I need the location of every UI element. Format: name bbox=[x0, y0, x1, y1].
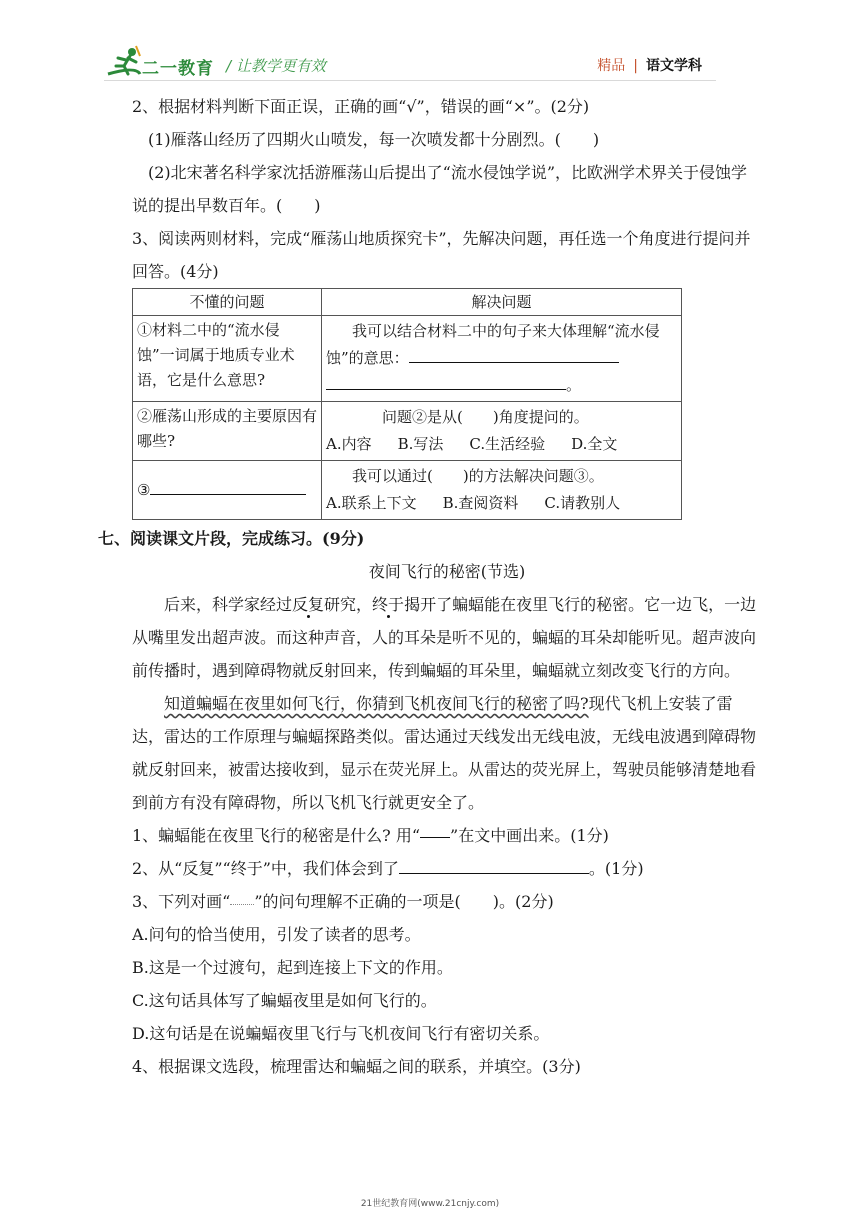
option-c[interactable]: C.生活经验 bbox=[469, 435, 546, 453]
s7-question-3 bbox=[132, 885, 762, 918]
card-row3-text: 我可以通过( )的方法解决问题③。 bbox=[352, 467, 604, 485]
geology-inquiry-card bbox=[132, 288, 682, 520]
q2-item2: (2)北宋著名科学家沈括游雁荡山后提出了“流水侵蚀学说”，比欧洲学术界关于侵蚀学说的提出早数百年。( ) bbox=[132, 163, 748, 215]
emphasis-word-1: 反复 bbox=[292, 595, 325, 614]
q3-option-a[interactable]: A.问句的恰当使用，引发了读者的思考。 bbox=[132, 925, 421, 944]
subject-label: 语文学科 bbox=[646, 58, 702, 74]
option-a[interactable]: A.联系上下文 bbox=[326, 494, 417, 512]
p2-text: 现代飞机上安装了雷达，雷达的工作原理与蝙蝠探路类似。雷达通过天线发出无线电波，无线电波遇到障碍物就反射回来，被雷达接收到，显示在荧光屏上。从雷达的荧光屏上，驾驶员能够清楚地看到前方有没有障碍物，所以飞机飞行就更安全了。 bbox=[132, 694, 757, 812]
q3-option-d[interactable]: D.这句话是在说蝙蝠夜里飞行与飞机夜间飞行有密切关系。 bbox=[132, 1024, 550, 1043]
q2-text-a: 2、从“反复”“终于”中，我们体会到了 bbox=[132, 859, 399, 878]
card-row1-text: 我可以结合材料二中的句子来大体理解“流水侵蚀”的意思： bbox=[326, 322, 660, 367]
page-header bbox=[0, 0, 860, 84]
card-row1-answer bbox=[322, 316, 682, 402]
wavy-underlined-question: 知道蝙蝠在夜里如何飞行，你猜到飞机夜间飞行的秘密了吗? bbox=[164, 694, 589, 713]
card-row1-question: ①材料二中的“流水侵蚀”一词属于地质专业术语，它是什么意思? bbox=[133, 316, 322, 402]
header-subject bbox=[597, 55, 702, 75]
card-row3-options bbox=[326, 490, 677, 517]
card-row3-question bbox=[133, 461, 322, 520]
card-row3-answer bbox=[322, 461, 682, 520]
q3-option-c[interactable]: C.这句话具体写了蝙蝠夜里是如何飞行的。 bbox=[132, 991, 437, 1010]
quality-label: 精品 bbox=[597, 58, 626, 74]
q3-option-b[interactable]: B.这是一个过渡句，起到连接上下文的作用。 bbox=[132, 958, 453, 977]
s7-question-2 bbox=[132, 852, 762, 885]
option-c[interactable]: C.请教别人 bbox=[544, 494, 621, 512]
answer-blank[interactable] bbox=[326, 373, 566, 390]
s7-question-4: 4、根据课文选段，梳理雷达和蝙蝠之间的联系，并填空。(3分) bbox=[132, 1057, 581, 1076]
answer-blank[interactable] bbox=[409, 346, 619, 363]
section7-title: 七、阅读课文片段，完成练习。(9分) bbox=[98, 529, 365, 548]
worksheet-content bbox=[98, 90, 762, 1083]
question-blank[interactable] bbox=[150, 478, 306, 495]
header-separator: | bbox=[633, 58, 638, 74]
option-b[interactable]: B.写法 bbox=[397, 435, 444, 453]
p1-text-a: 后来，科学家经过 bbox=[164, 595, 293, 614]
passage-title: 夜间飞行的秘密(节选) bbox=[368, 562, 526, 581]
brand-slogan: / 让教学更有效 bbox=[226, 57, 326, 75]
card-row2-options bbox=[326, 431, 677, 458]
card-row1-end: 。 bbox=[566, 376, 582, 394]
s7-question-1 bbox=[132, 819, 762, 852]
wavy-line-sample bbox=[230, 896, 254, 905]
option-a[interactable]: A.内容 bbox=[326, 435, 372, 453]
q3-stem: 3、阅读两则材料，完成“雁荡山地质探究卡”，先解决问题，再任选一个角度进行提问并回答。(4分) bbox=[132, 229, 751, 281]
p1-text-b: 研究， bbox=[324, 595, 373, 614]
q3-text-b: ”的问句理解不正确的一项是( )。(2分) bbox=[254, 892, 554, 911]
page-footer: 21世纪教育网(www.21cnjy.com) bbox=[360, 1199, 500, 1209]
option-d[interactable]: D.全文 bbox=[571, 435, 618, 453]
card-col1-header: 不懂的问题 bbox=[133, 289, 322, 316]
header-divider bbox=[104, 80, 716, 81]
q1-text-a: 1、蝙蝠能在夜里飞行的秘密是什么? 用“ bbox=[132, 826, 421, 845]
q2-item1: (1)雁落山经历了四期火山喷发，每一次喷发都十分剧烈。( ) bbox=[148, 130, 600, 149]
card-row2-answer bbox=[322, 402, 682, 461]
passage-paragraph-2 bbox=[132, 687, 762, 819]
card-row3-label: ③ bbox=[137, 480, 151, 499]
p1-text-c: 揭开了蝙蝠能在夜里飞行的秘密。它一边飞，一边从嘴里发出超声波。而这种声音，人的耳朵是听不见的，蝙蝠的耳朵却能听见。超声波向前传播时，遇到障碍物就反射回来，传到蝙蝠的耳朵里，蝙蝠就立刻改变飞行的方向。 bbox=[132, 595, 757, 680]
card-row2-text: 问题②是从( )角度提问的。 bbox=[382, 408, 589, 426]
answer-blank[interactable] bbox=[399, 857, 589, 874]
underline-sample bbox=[420, 837, 450, 838]
option-b[interactable]: B.查阅资料 bbox=[442, 494, 519, 512]
q1-text-b: ”在文中画出来。(1分) bbox=[450, 826, 609, 845]
q2-text-b: 。(1分) bbox=[588, 859, 644, 878]
brand-name: 二一教育 bbox=[142, 59, 214, 79]
card-col2-header: 解决问题 bbox=[322, 289, 682, 316]
passage-paragraph-1 bbox=[132, 588, 762, 687]
q2-stem: 2、根据材料判断下面正误，正确的画“√”，错误的画“×”。(2分) bbox=[132, 97, 590, 116]
q3-text-a: 3、下列对画“ bbox=[132, 892, 231, 911]
card-row2-question: ②雁荡山形成的主要原因有哪些? bbox=[133, 402, 322, 461]
emphasis-word-2: 终于 bbox=[372, 595, 405, 614]
